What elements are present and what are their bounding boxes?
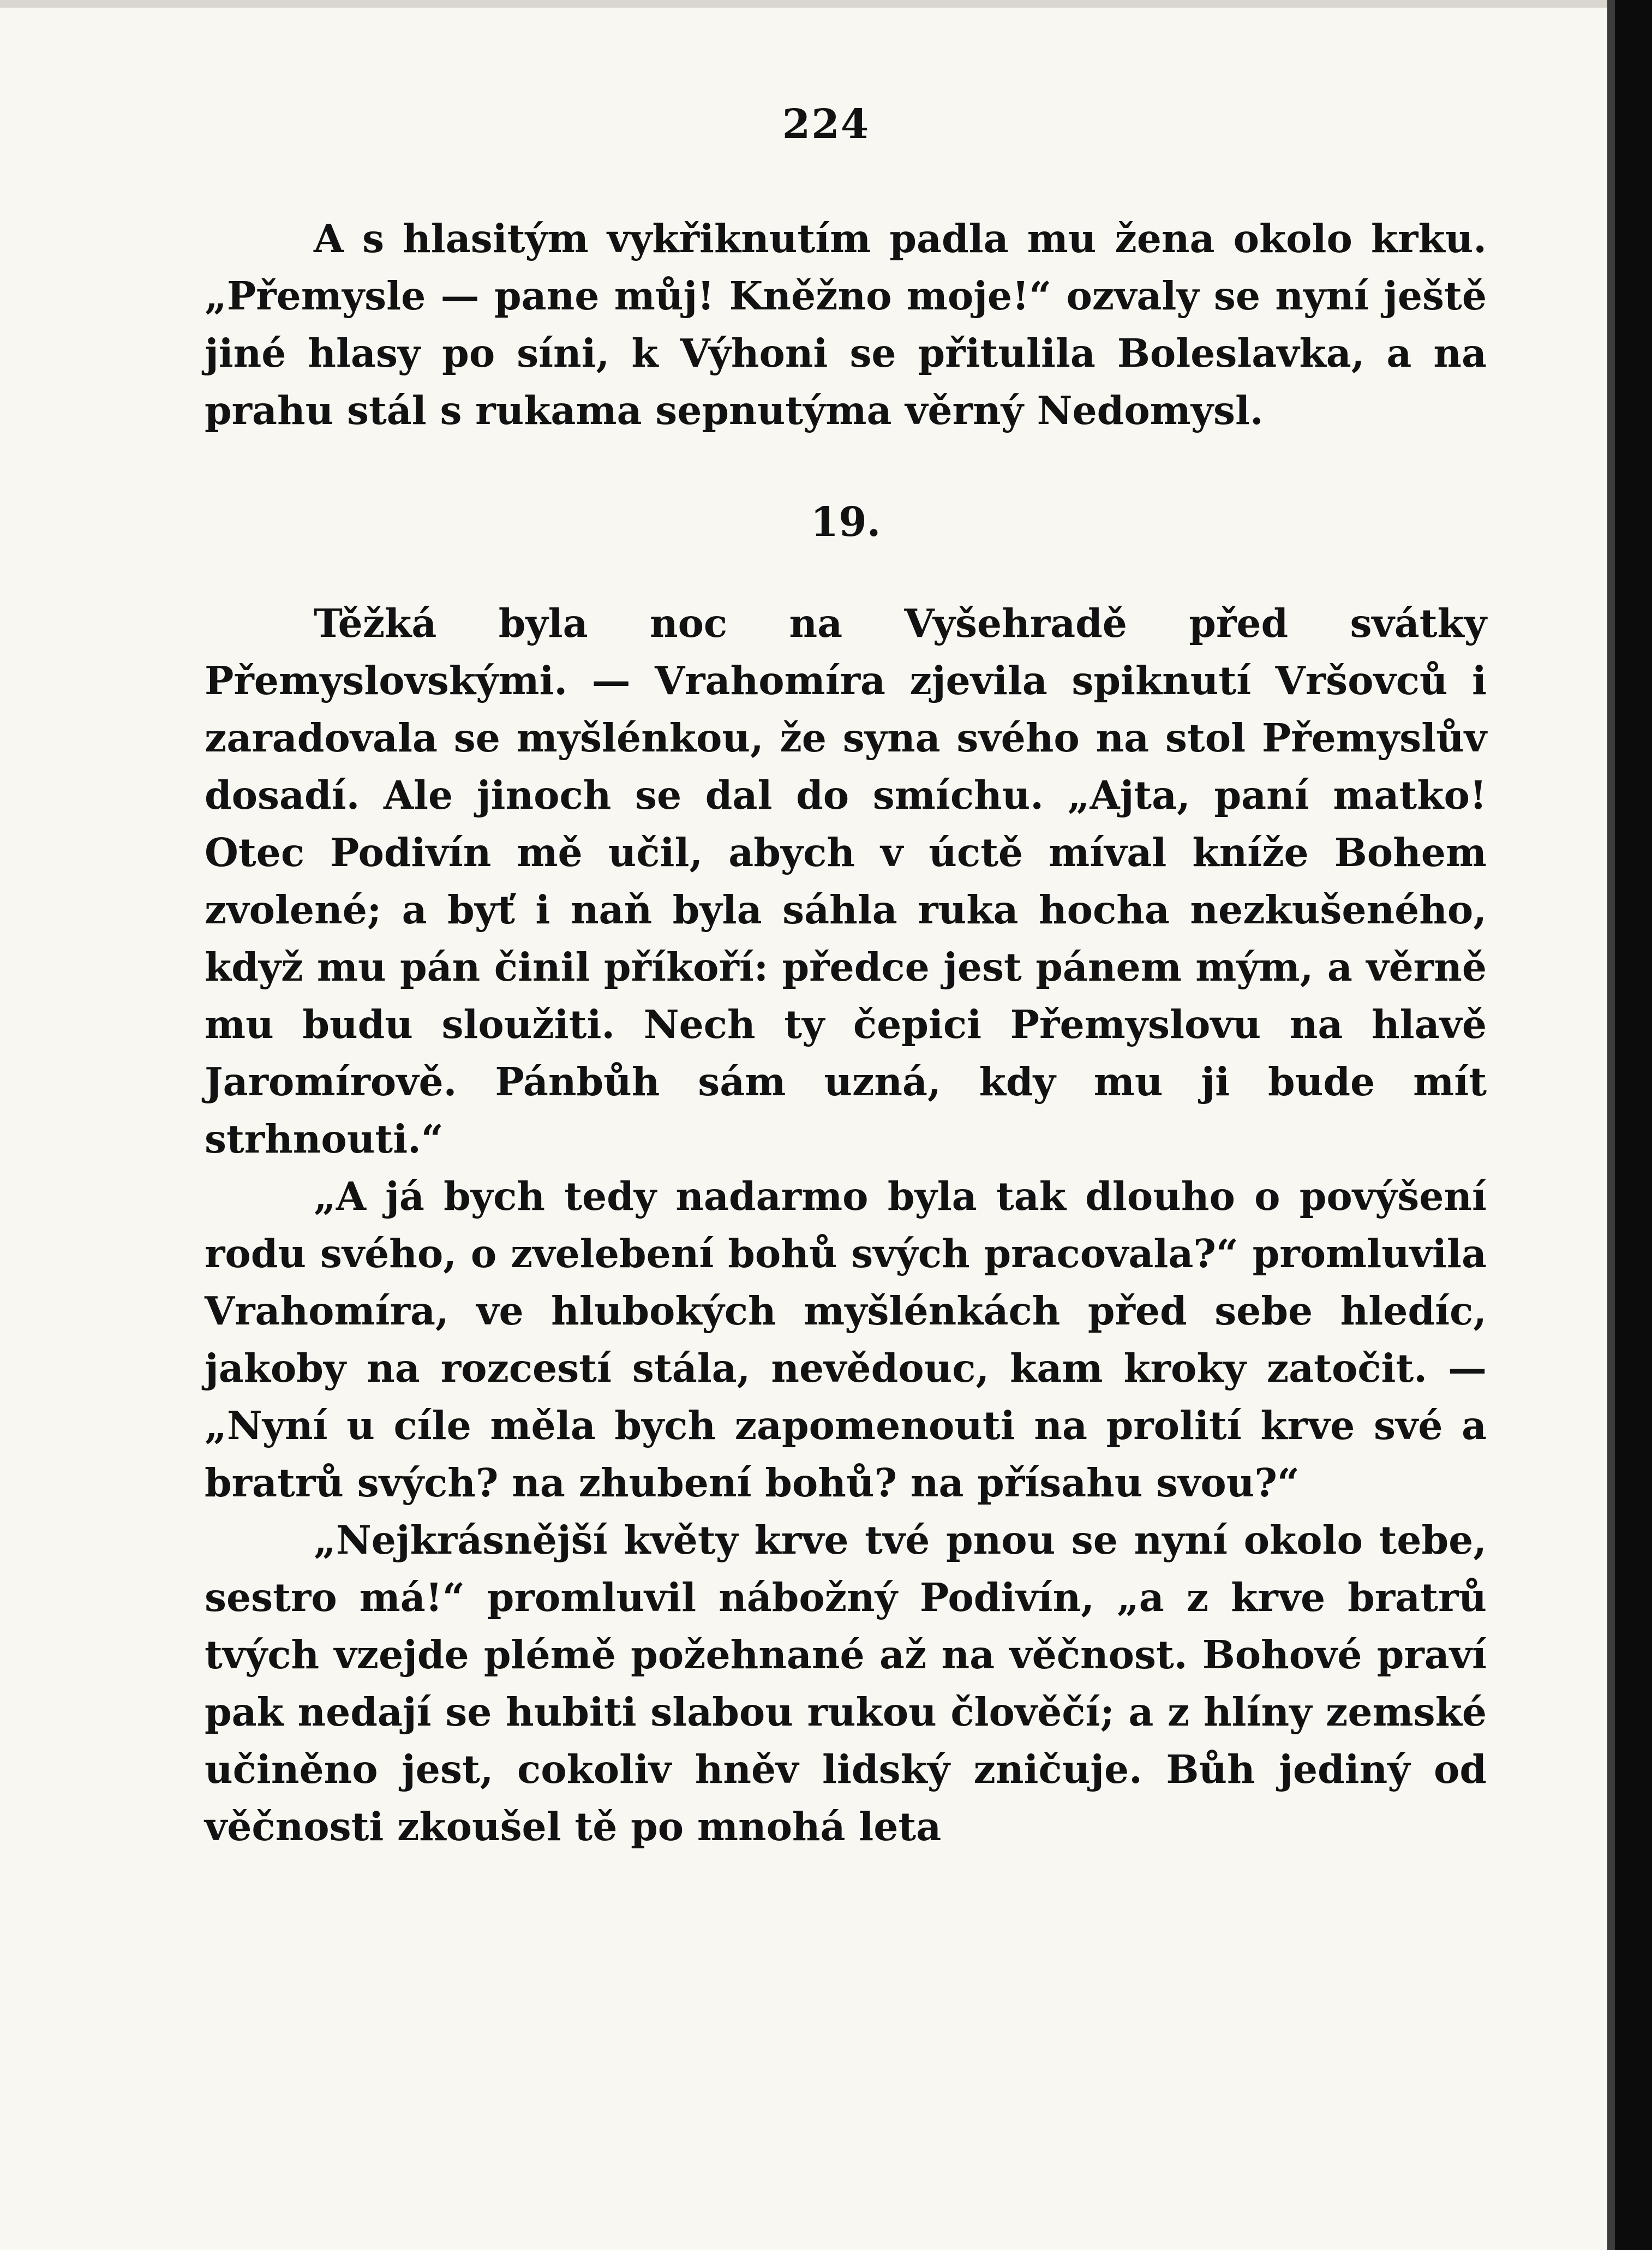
scan-edge-shadow — [1607, 0, 1615, 2250]
chapter-heading: 19. — [810, 499, 881, 546]
paragraph-1: A s hlasitým vykřiknutím padla mu žena okolo krku. „Přemysle — pane můj! Kněžno moje!“ ozvaly se nyní ještě jiné hlasy po síni, k Výhoni se přitulila Boleslavka, a na prahu stál s rukama sepnutýma věrný Nedomysl. — [205, 216, 1487, 433]
scan-right-edge — [1615, 0, 1652, 2250]
scan-top-shadow — [0, 0, 1607, 8]
paragraph-2: Těžká byla noc na Vyšehradě před svátky Přemyslovskými. — Vrahomíra zjevila spiknutí Vršovců i zaradovala se myšlénkou, že syna svého na stol Přemyslův dosadí. Ale jinoch se dal do smíchu. „Ajta, paní matko! Otec Podivín mě učil, abych v úctě míval kníže Bohem zvolené; a byť i naň byla sáhla ruka hocha nezkušeného, když mu pán činil příkoří: předce jest pánem mým, a věrně mu budu sloužiti. Nech ty čepici Přemyslovu na hlavě Jaromírově. Pánbůh sám uzná, kdy mu ji bude mít strhnouti.“ — [205, 600, 1487, 1162]
paragraph-3: „A já bych tedy nadarmo byla tak dlouho o povýšení rodu svého, o zvelebení bohů svých pracovala?“ promluvila Vrahomíra, ve hlubokých myšlénkách před sebe hledíc, jakoby na rozcestí stála, nevědouc, kam kroky zatočit. — „Nyní u cíle měla bych zapomenouti na prolití krve své a bratrů svých? na zhubení bohů? na přísahu svou?“ — [205, 1173, 1487, 1506]
body-text — [205, 210, 1487, 1855]
page-number: 224 — [782, 101, 870, 148]
paragraph-4: „Nejkrásnější květy krve tvé pnou se nyní okolo tebe, sestro má!“ promluvil nábožný Podivín, „a z krve bratrů tvých vzejde plémě požehnané až na věčnost. Bohové praví pak nedají se hubiti slabou rukou člověčí; a z hlíny zemské učiněno jest, cokoliv hněv lidský zničuje. Bůh jediný od věčnosti zkoušel tě po mnohá leta — [205, 1517, 1487, 1849]
